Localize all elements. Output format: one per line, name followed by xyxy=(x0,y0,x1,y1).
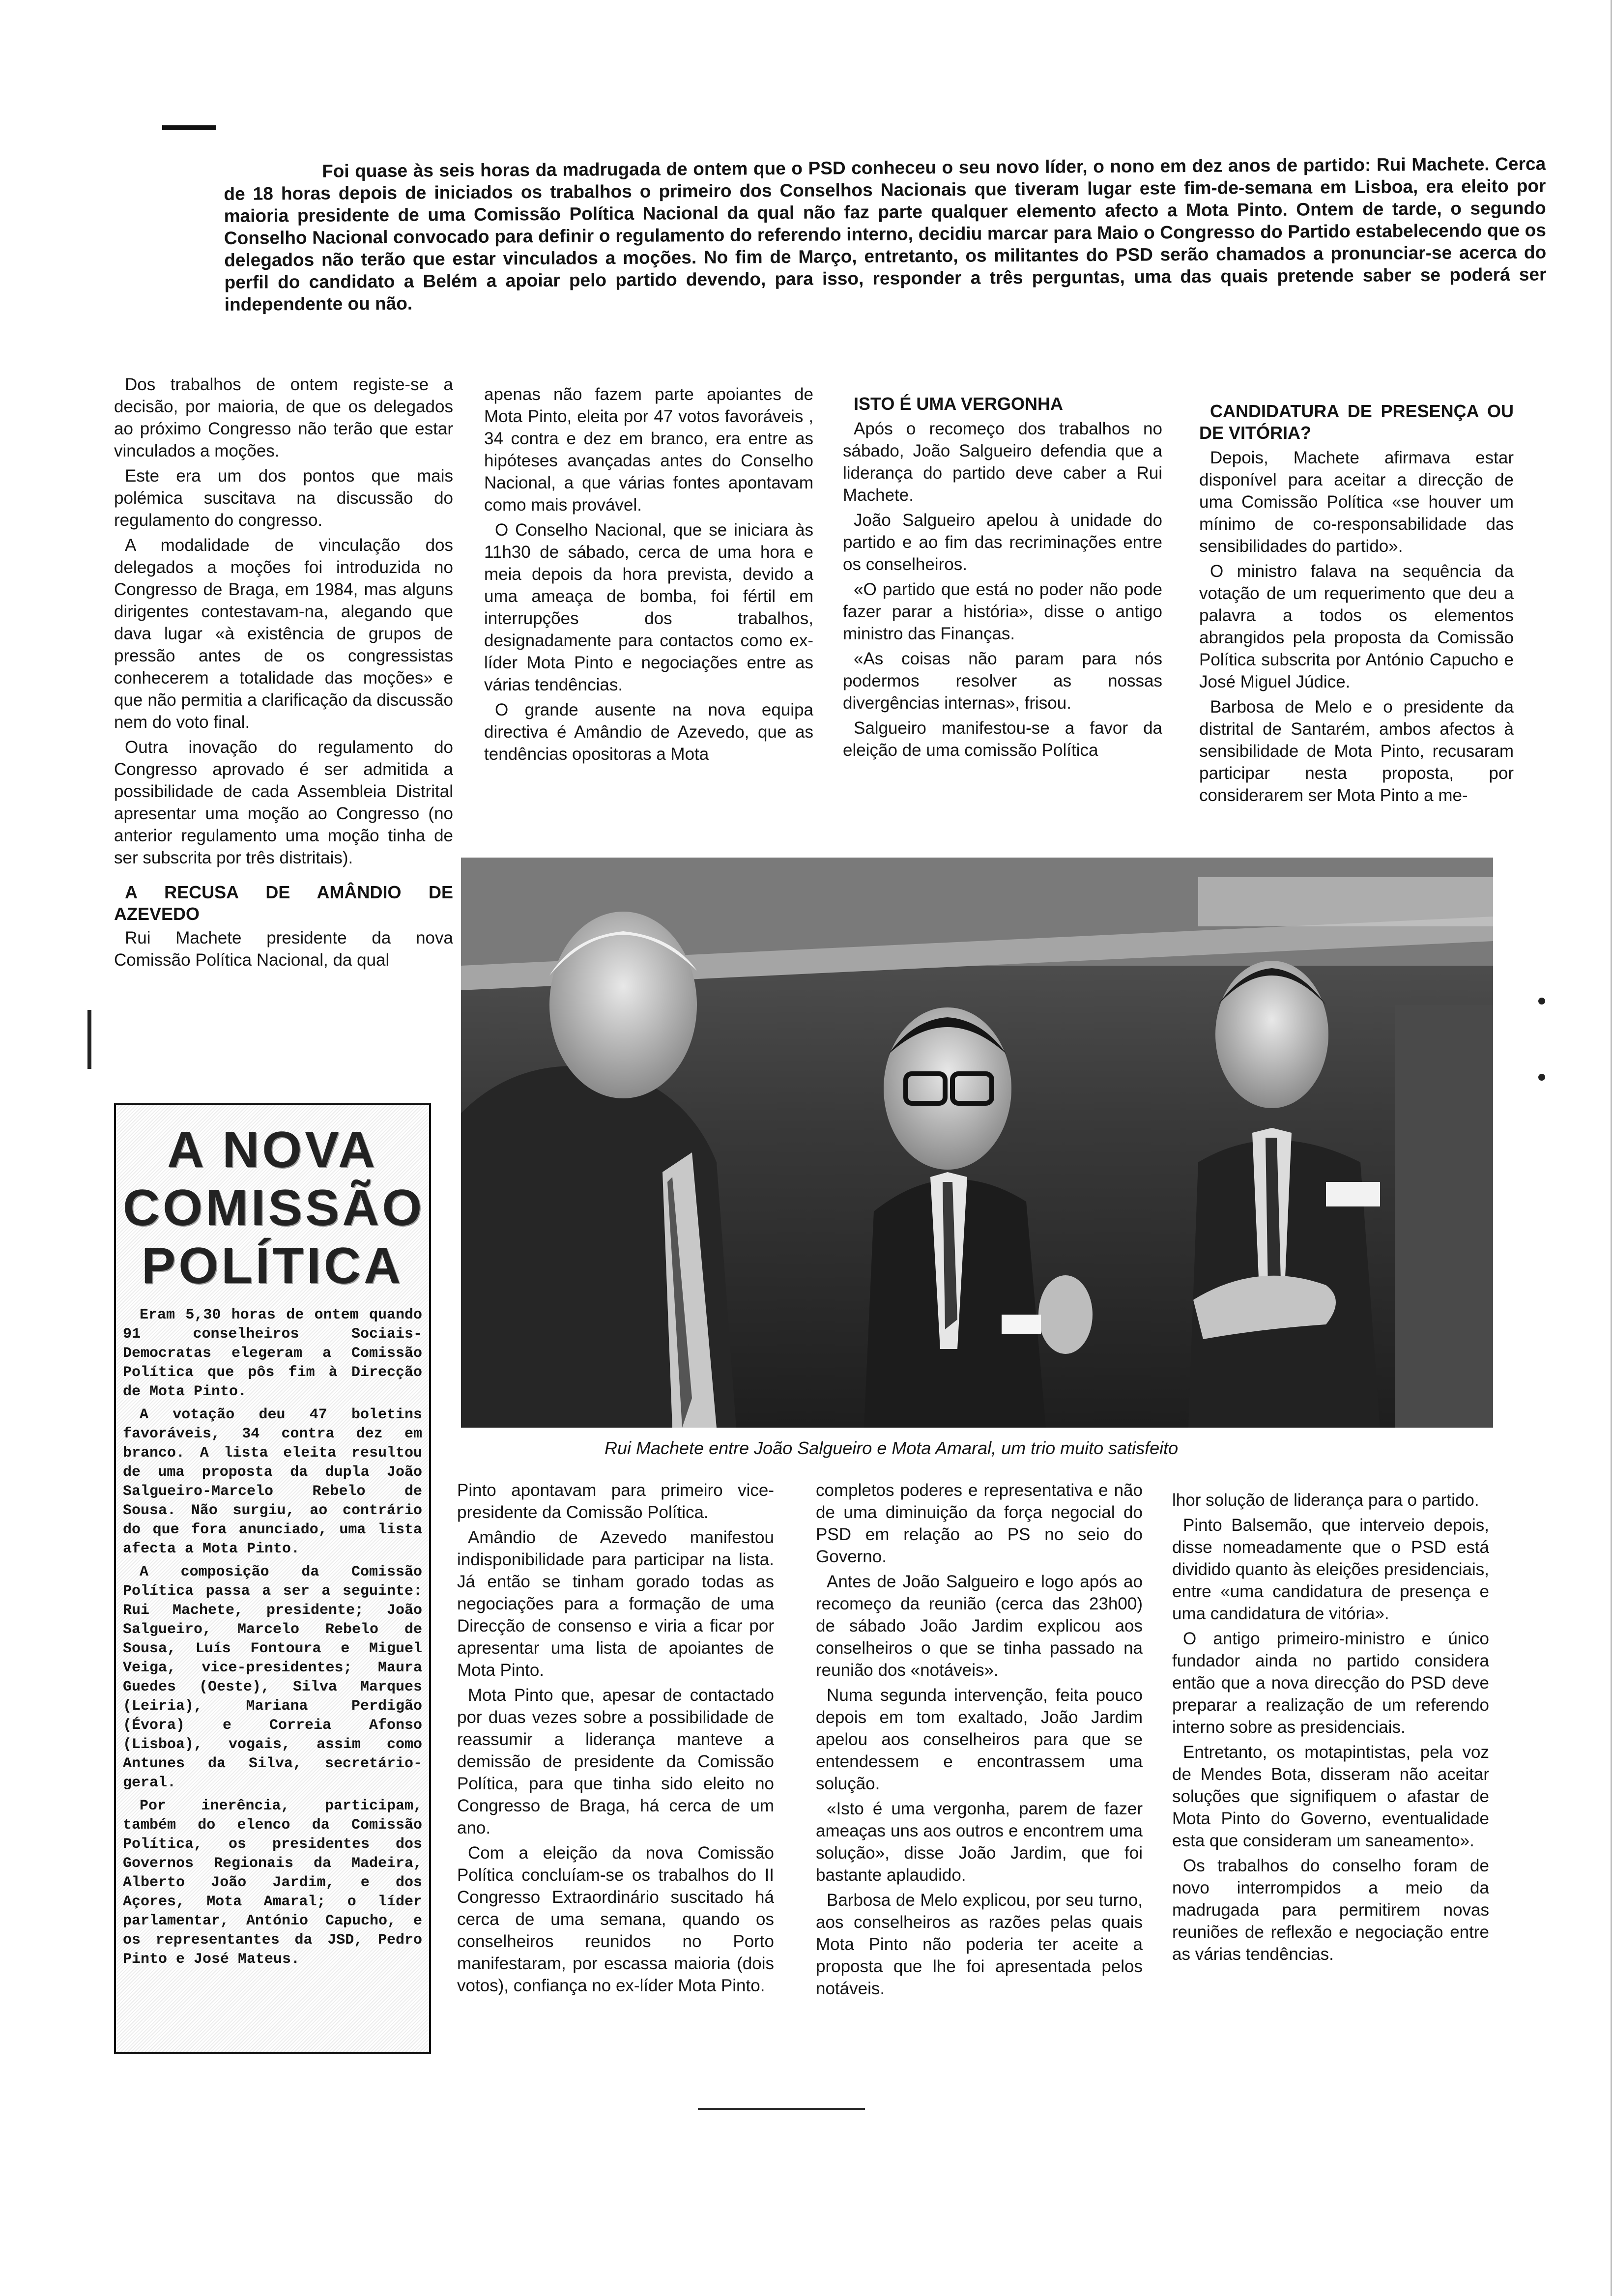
sidebar-box-paragraph: A composição da Comissão Política passa a ser a seguinte: Rui Machete, presidente; João Salgueiro, Marcelo Rebelo de Sousa, Luís Fontoura e Miguel Veiga, vice-presidentes; Maura Guedes (Oeste), Silva Marques (Leiria), Mariana Perdigão (Évora) e Correia Afonso (Lisboa), vogais, assim como Antunes da Silva, secretário-geral. xyxy=(123,1564,422,1791)
col4-paragraph: O ministro falava na sequência da votação de um requerimento que deu a palavra a todos os elementos abrangidos pela proposta da Comissão Política subscrita por António Capucho e José Miguel Júdice. xyxy=(1199,562,1514,691)
sidebar-box-paragraph: Eram 5,30 horas de ontem quando 91 conselheiros Sociais-Democratas elegeram a Comissão Política que pôs fim à Direcção de Mota Pinto. xyxy=(123,1307,422,1400)
sidebar-box xyxy=(114,1103,431,2054)
col1-paragraph: Outra inovação do regulamento do Congresso aprovado é ser admitida a possibilidade de cada Assembleia Distrital apresentar uma moção ao Congresso (no anterior regulamento uma moção tinha de ser subscrita por três distritais). xyxy=(114,738,453,867)
column-6 xyxy=(816,1479,1143,2003)
col6-paragraph: Numa segunda intervenção, feita pouco depois em tom exaltado, João Jardim apelou aos conselheiros para que se entendessem e encontrassem uma solução. xyxy=(816,1686,1143,1793)
col1-paragraph: Este era um dos pontos que mais polémica suscitava na discussão do regulamento do congresso. xyxy=(114,466,453,530)
sidebar-box-text xyxy=(123,1306,422,1969)
col2-paragraph: apenas não fazem parte apoiantes de Mota Pinto, eleita por 47 votos favoráveis , 34 contra e dez em branco, era entre as hipóteses avançadas antes do Conselho Nacional, a que várias fontes apontavam como mais provável. xyxy=(484,385,813,515)
scan-mark xyxy=(698,2108,865,2110)
col1-paragraph: A modalidade de vinculação dos delegados a moções foi introduzida no Congresso de Braga, em 1984, mas alguns dirigentes contestavam-na, alegando que dava lugar «à existência de grupos de pressão antes de os congressistas conhecerem a totalidade das moções» e que não permitia a clarificação da discussão nem do voto final. xyxy=(114,536,453,732)
col3-paragraph: «As coisas não param para nós podermos resolver as nossas divergências internas», frisou. xyxy=(843,649,1162,713)
col3-paragraph: Após o recomeço dos trabalhos no sábado, João Salgueiro defendia que a liderança do partido deve caber a Rui Machete. xyxy=(843,419,1162,505)
col2-paragraph: O grande ausente na nova equipa directiva é Amândio de Azevedo, que as tendências opositoras a Mota xyxy=(484,700,813,764)
photo-caption: Rui Machete entre João Salgueiro e Mota Amaral, um trio muito satisfeito xyxy=(604,1438,1179,1458)
col2-paragraph: O Conselho Nacional, que se iniciara às 11h30 de sábado, cerca de uma hora e meia depois da hora prevista, devido a uma ameaça de bomba, foi fértil em interrupções dos trabalhos, designadamente para contactos como ex-líder Mota Pinto e negociações entre as várias tendências. xyxy=(484,520,813,694)
column-2 xyxy=(484,383,813,768)
column-5 xyxy=(457,1479,774,2000)
col6-paragraph: «Isto é uma vergonha, parem de fazer ameaças uns aos outros e encontrem uma solução», disse João Jardim, que foi bastante aplaudido. xyxy=(816,1799,1143,1885)
photo-illustration xyxy=(461,858,1493,1428)
photo xyxy=(461,858,1493,1428)
lead-paragraph: Foi quase às seis horas da madrugada de ontem que o PSD conheceu o seu novo líder, o nono em dez anos de partido: Rui Machete. Cerca de 18 horas depois de iniciados os trabalhos o primeiro dos Conselhos Nacionais que tiveram lugar este fim-de-semana em Lisboa, era eleito por maioria presidente de uma Comissão Política Nacional da qual não faz parte qualquer elemento afecto a Mota Pinto. Ontem de tarde, o segundo Conselho Nacional convocado para definir o regulamento do referendo interno, decidiu marcar para Maio o Congresso do Partido estabelecendo que os delegados não terão que estar vinculados a moções. No fim de Março, entretanto, os militantes do PSD serão chamados a pronunciar-se acerca do perfil do candidato a Belém a apoiar pelo partido devendo, para isso, responder a três perguntas, uma das quais pretende saber se poderá ser independente ou não. xyxy=(224,153,1547,315)
col1-paragraph: Rui Machete presidente da nova Comissão Política Nacional, da qual xyxy=(114,928,453,970)
col4-heading: CANDIDATURA DE PRESENÇA OU DE VITÓRIA? xyxy=(1199,401,1514,443)
col7-paragraph: Entretanto, os motapintistas, pela voz de Mendes Bota, disseram não aceitar soluções que signifiquem o afastar de Mota Pinto do Governo, eventualidade esta que consideram um saneamento». xyxy=(1172,1743,1489,1850)
column-3 xyxy=(843,393,1162,764)
scan-mark xyxy=(1538,1074,1545,1081)
col7-paragraph: Os trabalhos do conselho foram de novo interrompidos a meio da madrugada para permitirem novas reuniões de reflexão e negociação entre as várias tendências. xyxy=(1172,1856,1489,1964)
col4-paragraph: Depois, Machete afirmava estar disponível para aceitar a direcção de uma Comissão Política «se houver um mínimo de co-responsabilidade das sensibilidades do partido». xyxy=(1199,448,1514,556)
col3-heading: ISTO É UMA VERGONHA xyxy=(854,394,1064,414)
col4-paragraph: Barbosa de Melo e o presidente da distrital de Santarém, ambos afectos à sensibilidade de Mota Pinto, recusaram participar nesta proposta, por considerarem ser Mota Pinto a me- xyxy=(1199,697,1514,805)
column-1 xyxy=(114,373,453,974)
col5-paragraph: Mota Pinto que, apesar de contactado por duas vezes sobre a possibilidade de reassumir a liderança manteve a demissão de presidente da Comissão Política, para que tinha sido eleito no Congresso de Braga, há cerca de um ano. xyxy=(457,1686,774,1837)
col5-paragraph: Pinto apontavam para primeiro vice-presidente da Comissão Política. xyxy=(457,1481,774,1522)
col6-paragraph: Antes de João Salgueiro e logo após ao recomeço da reunião (cerca das 23h00) de sábado João Jardim explicou aos conselheiros o que se tinha passado na reunião dos «notáveis». xyxy=(816,1572,1143,1680)
scan-mark xyxy=(87,1010,91,1069)
col3-paragraph: Salgueiro manifestou-se a favor da eleição de uma comissão Política xyxy=(843,718,1162,760)
col6-paragraph: Barbosa de Melo explicou, por seu turno, aos conselheiros as razões pelas quais Mota Pinto não poderia ter aceite a proposta que lhe foi apresentada pelos notáveis. xyxy=(816,1891,1143,1998)
sidebar-box-title: A NOVA COMISSÃO POLÍTICA xyxy=(123,1121,425,1294)
col7-paragraph: Pinto Balsemão, que interveio depois, disse nomeadamente que o PSD está dividido quanto às eleições presidenciais, entre «uma candidatura de presença e uma candidatura de vitória». xyxy=(1172,1516,1489,1623)
col7-paragraph: lhor solução de liderança para o partido. xyxy=(1172,1491,1479,1510)
col1-heading: A RECUSA DE AMÂNDIO DE AZEVEDO xyxy=(114,882,453,924)
column-7 xyxy=(1172,1489,1489,1968)
col1-paragraph: Dos trabalhos de ontem registe-se a decisão, por maioria, de que os delegados ao próximo Congresso não terão que estar vinculados a moções. xyxy=(114,375,453,460)
col6-paragraph: completos poderes e representativa e não de uma diminuição da força negocial do PSD em relação ao PS no seio do Governo. xyxy=(816,1481,1143,1566)
sidebar-box-paragraph: A votação deu 47 boletins favoráveis, 34 contra dez em branco. A lista eleita resultou de uma proposta da dupla João Salgueiro-Marcelo Rebelo de Sousa. Não surgiu, ao contrário do que fora anunciado, uma lista afecta a Mota Pinto. xyxy=(123,1406,422,1557)
scan-mark xyxy=(1538,998,1545,1004)
column-4 xyxy=(1199,401,1514,809)
col3-paragraph: «O partido que está no poder não pode fazer parar a história», disse o antigo ministro das Finanças. xyxy=(843,580,1162,643)
col5-paragraph: Com a eleição da nova Comissão Política concluíam-se os trabalhos do II Congresso Extraordinário suscitado há cerca de uma semana, quando os conselheiros reunidos no Porto manifestaram, por escassa maioria (dois votos), confiança no ex-líder Mota Pinto. xyxy=(457,1843,774,1995)
col7-paragraph: O antigo primeiro-ministro e único fundador ainda no partido considera então que a nova direcção do PSD deve preparar a realização de um referendo interno sobre as presidenciais. xyxy=(1172,1629,1489,1737)
sidebar-box-paragraph: Por inerência, participam, também do elenco da Comissão Política, os presidentes dos Governos Regionais da Madeira, Alberto João Jardim, e dos Açores, Mota Amaral; o líder parlamentar, António Capucho, e os representantes da JSD, Pedro Pinto e José Mateus. xyxy=(123,1798,422,1968)
top-rule xyxy=(162,125,216,130)
col5-paragraph: Amândio de Azevedo manifestou indisponibilidade para participar na lista. Já então se tinham gorado todas as negociações para a formação de uma Direcção de consenso e viria a ficar por apresentar uma lista de apoiantes de Mota Pinto. xyxy=(457,1528,774,1680)
col3-paragraph: João Salgueiro apelou à unidade do partido e ao fim das recriminações entre os conselheiros. xyxy=(843,511,1162,574)
